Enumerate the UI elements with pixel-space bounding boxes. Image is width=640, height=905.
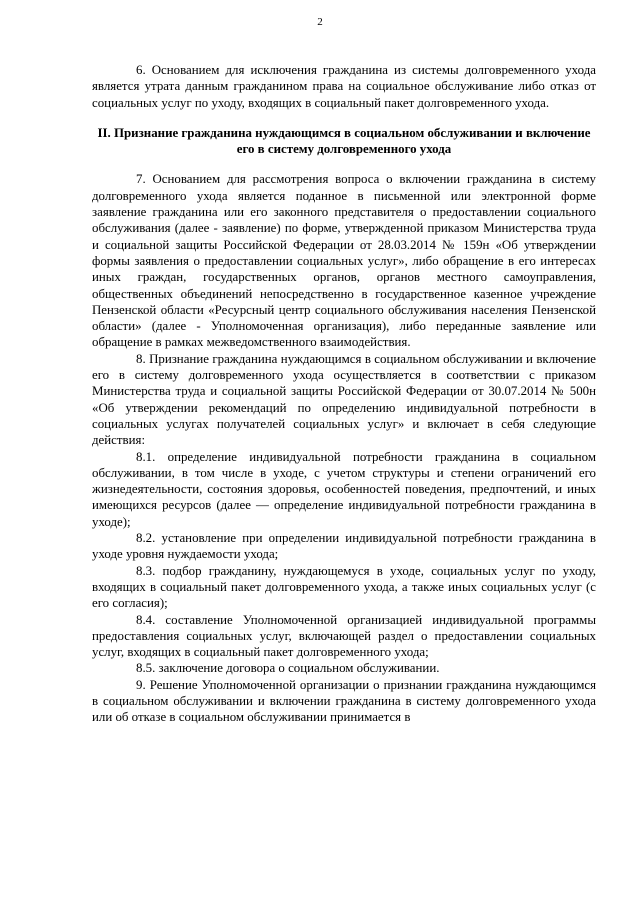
paragraph-8-5: 8.5. заключение договора о социальном обслуживании. (136, 661, 440, 676)
paragraph-8-4: 8.4. составление Уполномоченной организацией индивидуальной программы предоставления социальных услуг, включающей раздел о предоставлении социальных услуг, входящих в социальный пакет долговременного ухода; (92, 612, 596, 660)
paragraph-8: 8. Признание гражданина нуждающимся в социальном обслуживании и включение его в систему долговременного ухода осуществляется в соответствии с приказом Министерства труда и социальной защиты Российской Федерации от 30.07.2014 № 500н «Об утверждении рекомендаций по определению индивидуальной потребности в социальных услугах получателей социальных услуг» и включает в себя следующие действия: (92, 351, 596, 448)
paragraph-8-3: 8.3. подбор гражданину, нуждающемуся в уходе, социальных услуг по уходу, входящих в социальный пакет долговременного ухода, а также иных социальных услуг (с его согласия); (92, 563, 596, 611)
paragraph-7: 7. Основанием для рассмотрения вопроса о включении гражданина в систему долговременного ухода является поданное в письменной или электронной форме заявление гражданина или его законного представителя о предоставлении социального обслуживания (далее - заявление) по форме, утвержденной приказом Министерства труда и социальной защиты Российской Федерации от 28.03.2014 № 159н «Об утверждении формы заявления о предоставлении социальных услуг», либо обращение в его интересах иных граждан, государственных органов, органов местного самоуправления, общественных объединений непосредственно в государственное казенное учреждение Пензенской области «Ресурсный центр социального обслуживания населения Пензенской области» (далее - Уполномоченная организация), либо переданные заявление или обращение в рамках межведомственного взаимодействия. (92, 172, 596, 350)
paragraph-8-2: 8.2. установление при определении индивидуальной потребности гражданина в уходе уровня нуждаемости ухода; (92, 531, 596, 562)
paragraph-9: 9. Решение Уполномоченной организации о признании гражданина нуждающимся в социальном обслуживании и включении гражданина в систему долговременного ухода или об отказе в социальном обслуживании принимается в (92, 677, 596, 725)
document-body (92, 62, 596, 726)
page-number: 2 (317, 16, 323, 28)
section-title: II. Признание гражданина нуждающимся в социальном обслуживании и включение его в систему долговременного ухода (97, 125, 591, 157)
paragraph-6: 6. Основанием для исключения гражданина из системы долговременного ухода является утрата данным гражданином права на социальное обслуживание либо отказ от социальных услуг по уходу, входящих в социальный пакет долговременного ухода. (92, 63, 596, 110)
paragraph-8-1: 8.1. определение индивидуальной потребности гражданина в социальном обслуживании, в том числе в уходе, с учетом структуры и степени ограничений его жизнедеятельности, состояния здоровья, особенностей поведения, предпочтений, и иных имеющихся ресурсов (далее — определение индивидуальной потребности гражданина в уходе); (92, 449, 596, 529)
